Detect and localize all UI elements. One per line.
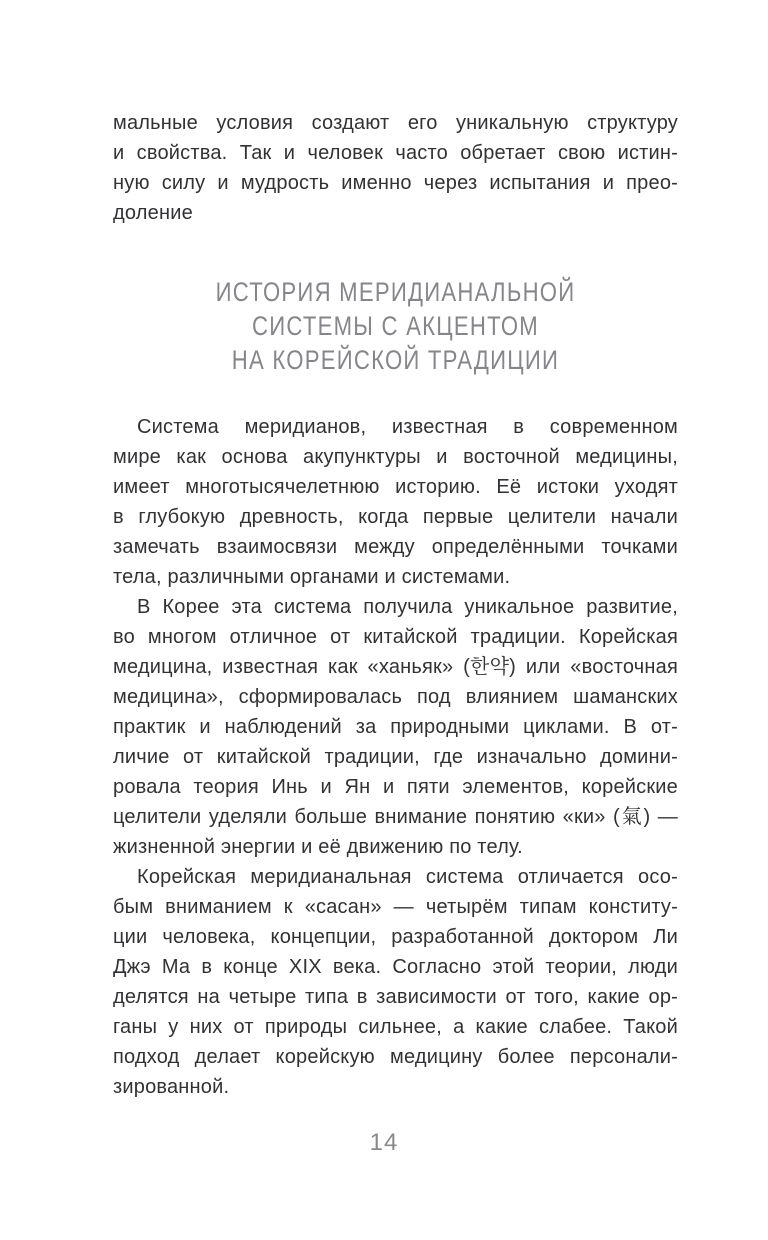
text-line: мире как основа акупунктуры и восточной медицины,	[113, 446, 678, 468]
text-line: Корейская меридианальная система отличается осо-	[137, 866, 678, 888]
text-line: жизненной энергии и её движению по телу.	[113, 836, 523, 858]
text-line: во многом отличное от китайской традиции. Корейская	[113, 626, 678, 648]
text-column	[113, 108, 678, 1102]
text-line: ную силу и мудрость именно через испытания и прео-	[113, 172, 678, 194]
heading-line: НА КОРЕЙСКОЙ ТРАДИЦИИ	[231, 345, 560, 375]
text-line: практик и наблюдений за природными циклами. В от-	[113, 716, 678, 738]
text-line: целители уделяли больше внимание понятию «ки» (氣) —	[113, 806, 678, 828]
text-line: мальные условия создают его уникальную структуру	[113, 112, 678, 134]
text-line: медицина», сформировалась под влиянием шаманских	[113, 686, 678, 708]
text-line: тела, различными органами и системами.	[113, 566, 511, 588]
paragraph	[113, 592, 678, 862]
text-line: ции человека, концепции, разработанной доктором Ли	[113, 926, 678, 948]
intro-paragraph	[113, 108, 678, 228]
heading-line: ИСТОРИЯ МЕРИДИАНАЛЬНОЙ	[215, 277, 576, 307]
chapter-heading	[113, 275, 678, 377]
heading-line: СИСТЕМЫ С АКЦЕНТОМ	[252, 311, 539, 341]
text-line: Система меридианов, известная в современном	[137, 416, 678, 438]
text-line: доление	[113, 202, 193, 224]
page-number: 14	[369, 1129, 399, 1156]
text-line: подход делает корейскую медицину более персонали-	[113, 1046, 678, 1068]
text-line: ганы у них от природы сильнее, а какие слабее. Такой	[113, 1016, 678, 1038]
text-line: Джэ Ма в конце XIX века. Согласно этой теории, люди	[113, 956, 678, 978]
text-line: делятся на четыре типа в зависимости от того, какие ор-	[113, 986, 678, 1008]
text-line: замечать взаимосвязи между определёнными точками	[113, 536, 678, 558]
text-line: личие от китайской традиции, где изначально домини-	[113, 746, 678, 768]
text-line: и свойства. Так и человек часто обретает свою истин-	[113, 142, 678, 164]
text-line: ровала теория Инь и Ян и пяти элементов, корейские	[113, 776, 678, 798]
text-line: имеет многотысячелетнюю историю. Её истоки уходят	[113, 476, 678, 498]
body-paragraphs	[113, 412, 678, 1102]
text-line: медицина, известная как «ханьяк» (한약) или «восточная	[113, 656, 678, 678]
paragraph	[113, 412, 678, 592]
paragraph	[113, 862, 678, 1102]
text-line: В Корее эта система получила уникальное развитие,	[137, 596, 678, 618]
text-line: в глубокую древность, когда первые целители начали	[113, 506, 678, 528]
text-line: зированной.	[113, 1076, 230, 1098]
text-line: бым вниманием к «сасан» — четырём типам конститу-	[113, 896, 678, 918]
